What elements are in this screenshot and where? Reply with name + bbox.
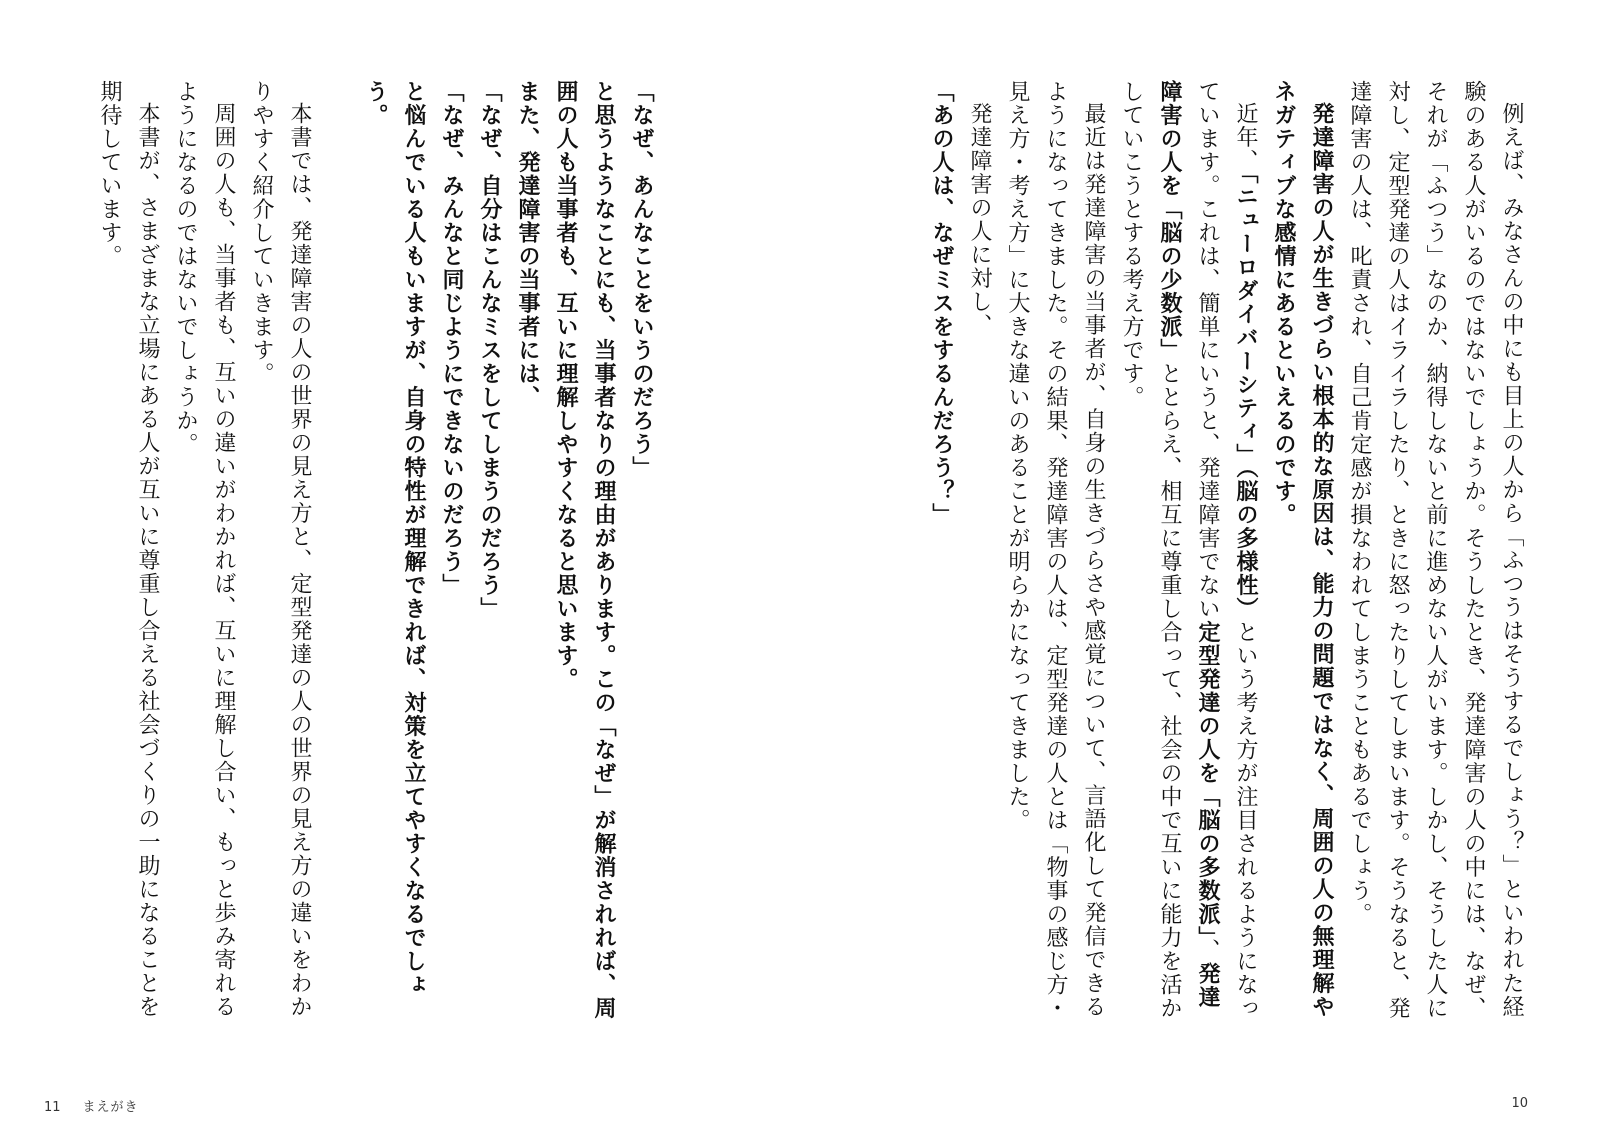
minority-term: 発達障害の人を「脳の少数派」 — [1157, 80, 1220, 1009]
majority-term: 定型発達の人を「脳の多数派」 — [1195, 620, 1220, 939]
right-page-text — [830, 80, 1530, 1025]
left-page-text — [97, 80, 660, 1025]
paragraph-neurodiversity — [1112, 80, 1264, 1025]
neurodiversity-term: 「ニューロダイバーシティ」（脳の多様性） — [1233, 172, 1258, 621]
text-segment: 近年、 — [1233, 102, 1258, 173]
paragraph-book-intro: 本書では、発達障害の人の世界の見え方と、定型発達の人の世界の見え方の違いをわかりやすく紹介していきます。 — [249, 80, 312, 1019]
paragraph-hope: 本書が、さまざまな立場にある人が互いに尊重し合える社会づくりの一助になることを期待しています。 — [97, 80, 160, 1019]
paragraph-also: また、発達障害の当事者には、 — [515, 80, 540, 409]
paragraph-mutual: 周囲の人も、当事者も、互いの違いがわかれば、互いに理解し合い、もっと歩み寄れるようになるのではないでしょうか。 — [173, 80, 236, 1019]
quote-why-cannot: 「なぜ、みんなと同じようにできないのだろう」 — [439, 80, 464, 597]
page-number: 10 — [1511, 1096, 1528, 1111]
quote-why-mistake-self: 「なぜ、自分はこんなミスをしてしまうのだろう」 — [477, 80, 502, 621]
quote-why-say: 「なぜ、あんなことをいうのだろう」 — [629, 80, 654, 480]
paragraph-toward: 発達障害の人に対し、 — [967, 102, 992, 337]
page-number-right — [1511, 1096, 1528, 1111]
paragraph-root-cause: 発達障害の人が生きづらい根本的な原因は、能力の問題ではなく、周囲の人の無理解やネガティブな感情にあるといえるのです。 — [1271, 80, 1334, 1019]
text-segment: 、 — [1195, 938, 1220, 962]
section-title: まえがき — [82, 1100, 139, 1115]
text-segment: という考え方が注目されるようになっています。これは、簡単にいうと、発達障害でない — [1195, 80, 1258, 1020]
paragraph-example: 例えば、みなさんの中にも目上の人から「ふつうはそうするでしょう？」といわれた経験のある人がいるのではないでしょうか。そうしたとき、発達障害の人の中には、なぜ、それが「ふつう」なのか、納得しないと前に進めない人がいます。しかし、そうした人に対し、定型発達の人はイライラしたり、ときに怒ったりしてしまいます。そうなると、発達障害の人は、叱責され、自己肯定感が損なわれてしまうこともあるでしょう。 — [1347, 80, 1524, 1020]
paragraph-worry: と悩んでいる人もいますが、自身の特性が理解できれば、対策を立てやすくなるでしょう。 — [363, 80, 426, 997]
page-number: 11 — [44, 1100, 61, 1115]
right-page — [800, 0, 1600, 1135]
paragraph-reason: と思うようなことにも、当事者なりの理由があります。この「なぜ」が解消されれば、周囲の人も当事者も、互いに理解しやすくなると思います。 — [553, 80, 616, 1020]
paragraph-recent: 最近は発達障害の当事者が、自身の生きづらさや感覚について、言語化して発信できるようになってきました。その結果、発達障害の人は、定型発達の人とは「物事の感じ方・見え方・考え方」に大きな違いのあることが明らかになってきました。 — [1005, 80, 1106, 1020]
page-footer-left — [44, 1096, 139, 1115]
quote-why-mistake: 「あの人は、なぜミスをするんだろう？」 — [929, 80, 954, 527]
text-segment: ととらえ、相互に尊重し合って、社会の中で互いに能力を活かしていこうとする考え方です。 — [1119, 80, 1182, 1020]
